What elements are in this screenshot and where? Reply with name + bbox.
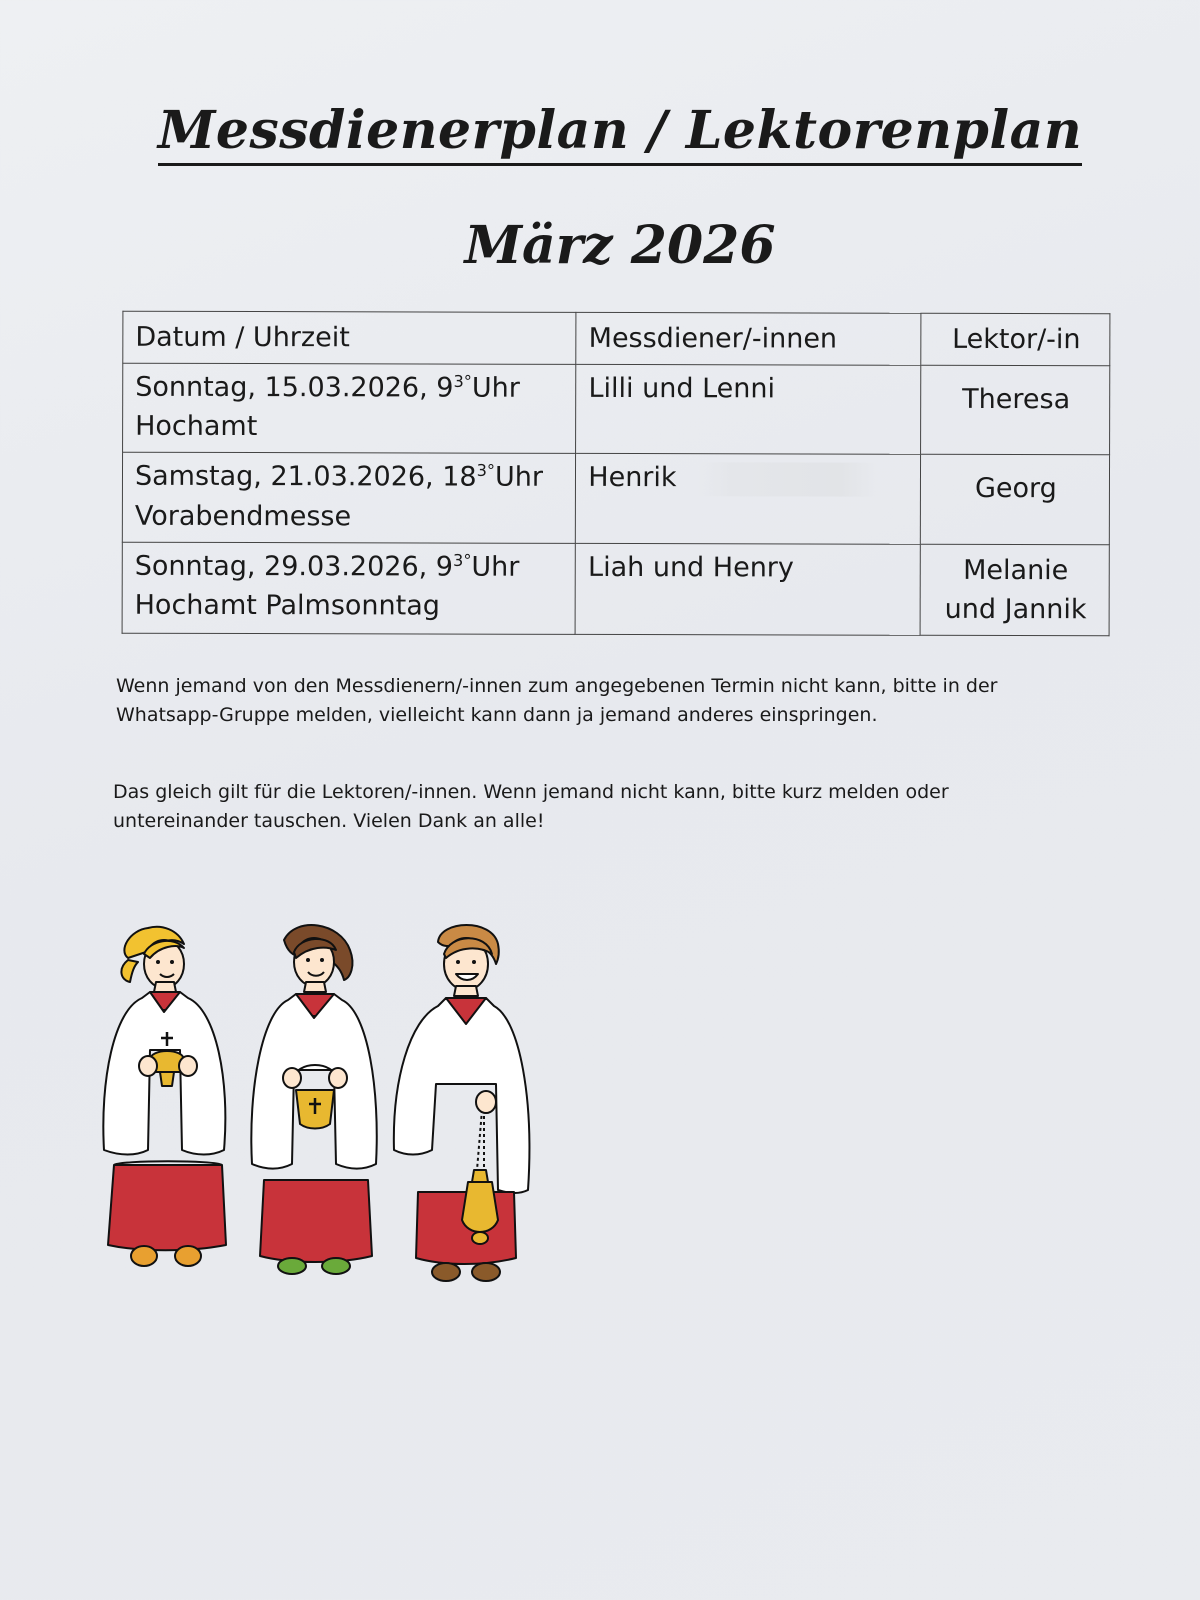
mass-type: Hochamt Palmsonntag (134, 589, 440, 622)
mass-type: Vorabendmesse (134, 500, 352, 532)
lector-line-1: Melanie (963, 554, 1069, 586)
time-superscript: 3° (453, 371, 472, 392)
header-servers: Messdiener/-innen (576, 312, 921, 365)
servers-name: Henrik (588, 462, 677, 494)
altar-server-girl-blonde (103, 927, 226, 1266)
page-title-text: Messdienerplan / Lektorenplan (158, 100, 1082, 166)
cell-lector (920, 544, 1109, 636)
lector-line-2: und Jannik (944, 593, 1087, 626)
altar-server-girl-brown (251, 925, 376, 1274)
redacted-area (697, 462, 877, 496)
mass-type: Hochamt (135, 411, 258, 443)
cell-servers (576, 454, 921, 544)
date-text: Sonntag, 15.03.2026, 9 (135, 371, 454, 404)
time-suffix: Uhr (471, 551, 520, 583)
date-text: Sonntag, 29.03.2026, 9 (134, 550, 454, 583)
cell-lector: Theresa (921, 365, 1110, 455)
time-suffix: Uhr (471, 372, 520, 404)
table-row (122, 542, 1109, 636)
altar-server-boy-thurible (394, 925, 530, 1281)
time-suffix: Uhr (494, 462, 544, 494)
altar-servers-illustration (100, 920, 560, 1310)
cell-lector: Georg (920, 455, 1109, 545)
note-paragraph-2: Das gleich gilt für die Lektoren/-innen. Wenn jemand nicht kann, bitte kurz melden oder untereinander tauschen. Vielen Dank an alle! (113, 781, 949, 833)
table-row (122, 453, 1109, 545)
time-superscript: 3° (476, 461, 496, 481)
time-superscript: 3° (453, 550, 472, 570)
page-title (0, 100, 1200, 161)
header-lector: Lektor/-in (921, 313, 1110, 366)
date-text: Samstag, 21.03.2026, 18 (134, 461, 477, 494)
schedule-table (122, 311, 1111, 637)
table-row (123, 363, 1110, 455)
cell-date (123, 363, 577, 453)
header-date: Datum / Uhrzeit (123, 311, 576, 364)
cell-date (122, 542, 576, 634)
cell-date (122, 453, 576, 543)
table-header-row (123, 311, 1110, 366)
cell-servers: Lilli und Lenni (576, 365, 921, 455)
note-paragraph-1: Wenn jemand von den Messdienern/-innen zum angegebenen Termin nicht kann, bitte in der Whatsapp-Gruppe melden, vielleicht kann dann ja jemand anderes einspringen. (116, 675, 998, 727)
page-subtitle-month: März 2026 (464, 215, 776, 276)
cell-servers: Liah und Henry (575, 543, 920, 635)
